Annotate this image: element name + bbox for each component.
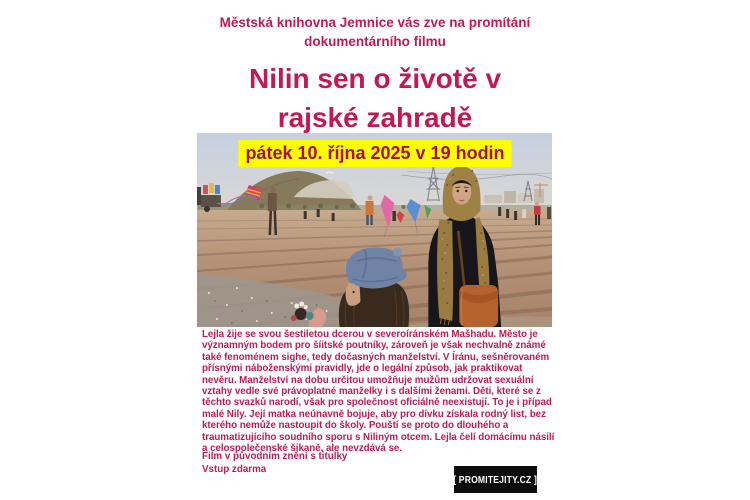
girl-with-beret: [339, 247, 409, 327]
film-title-line2: rajské zahradě: [277, 102, 473, 133]
synopsis-line: kterého nemůže nastoupit do školy. Pouští se proto do dlouhého a: [202, 420, 509, 432]
teal-mitten: [306, 312, 314, 320]
synopsis-line: traumatizujícího soudního sporu s Niliným otcem. Lejla čelí domácímu násilí: [202, 431, 555, 443]
screening-datetime-badge: pátek 10. října 2025 v 19 hodin: [238, 140, 511, 167]
scarf-drape-left: [437, 219, 453, 321]
synopsis-line: také fenoménem sighe, tedy dočasných manželství. V Íránu, sešněrovaném: [202, 351, 550, 363]
girl-face: [346, 283, 361, 306]
film-title: [0, 59, 750, 137]
synopsis-line: těchto svazků narodí, však pro společnost oficiálně neexistují. To je i případ: [202, 397, 552, 409]
synopsis-line: významným bodem pro šíitské poutníky, zároveň je však nechvalně známé: [202, 340, 546, 352]
promitejity-logo-label: [ PROMITEJITY.CZ ]: [453, 473, 538, 486]
synopsis-line: Lejla žije se svou šestiletou dcerou v severoíránském Mašhadu. Město je: [202, 329, 538, 340]
language-note: Film v původním znění s titulky: [202, 451, 348, 462]
synopsis-line: vztahy vedle své právoplatné manželky i s dalšími ženami. Děti, které se z: [202, 386, 541, 398]
synopsis-line: nevěru. Manželství na dobu určitou umožňuje mužům udržovat sexuální: [202, 374, 534, 386]
shoulder-bag: [459, 285, 498, 327]
beret-pompom: [393, 248, 402, 257]
film-title-line1: Nilin sen o životě v: [248, 63, 502, 94]
admission-note: Vstup zdarma: [202, 463, 267, 475]
synopsis-line: a celospolečenské šikaně, ale nevzdává se.: [202, 443, 402, 455]
event-header-line1: Městská knihovna Jemnice vás zve na promítání: [219, 15, 531, 30]
synopsis-line: malé Nily. Její matka neúnavně bojuje, aby pro dívku získala rodný list, bez: [202, 408, 546, 420]
red-mitten: [291, 315, 297, 321]
promitejity-logo: [454, 466, 537, 493]
event-header-line2: dokumentárního filmu: [304, 34, 446, 49]
screening-details: [202, 451, 347, 476]
synopsis: [202, 329, 557, 454]
event-header: [0, 13, 750, 51]
synopsis-line: přísnými náboženskými pravidly, jde o legální způsob, jak praktikovat: [202, 363, 523, 375]
